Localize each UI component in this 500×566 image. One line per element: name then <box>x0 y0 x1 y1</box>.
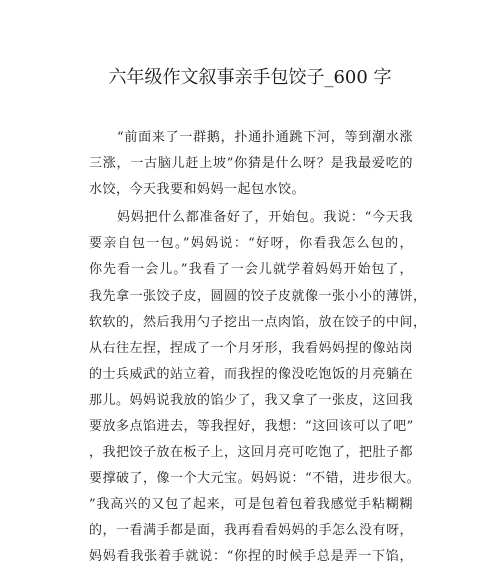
text-line: 那儿。妈妈说我放的馅少了，我又拿了一张皮，这回我 <box>89 393 414 408</box>
text-line: 三涨，一古脑儿赶上坡”你猜是什么呀？是我最爱吃的 <box>89 156 413 171</box>
text-line: 软软的，然后我用勺子挖出一点肉馅，放在饺子的中间， <box>89 315 427 330</box>
text-line: 我先拿一张饺子皮，圆圆的饺子皮就像一张小小的薄饼， <box>89 289 427 304</box>
text-line: 你先看一会儿。”我看了一会儿就学着妈妈开始包了， <box>89 262 413 277</box>
text-line: 要放多点馅进去，等我捏好，我想：“这回该可以了吧” <box>89 419 414 434</box>
text-line: 水饺，今天我要和妈妈一起包水饺。 <box>89 182 306 197</box>
text-line: 要撑破了，像一个大元宝。妈妈说：“不错，进步很大。 <box>89 471 421 486</box>
text-line: 的士兵威武的站立着，而我捏的像没吃饱饭的月亮躺在 <box>89 367 414 382</box>
text-line: ”我高兴的又包了起来，可是包着包着我感觉手粘糊糊 <box>89 497 413 512</box>
text-line: 妈妈看我张着手就说：“你捏的时候手总是弄一下馅， <box>89 549 413 564</box>
text-line: 妈妈把什么都准备好了，开始包。我说：“今天我 <box>117 210 413 225</box>
text-line: 的，一看满手都是面，我再看看妈妈的手怎么没有呀， <box>89 523 414 538</box>
document-title: 六年级作文叙事亲手包饺子_600 字 <box>108 67 392 88</box>
text-line: 从右往左捏，捏成了一个月牙形，我看妈妈捏的像站岗 <box>89 341 414 356</box>
text-line: 要亲自包一包。”妈妈说：“好呀，你看我怎么包的， <box>89 236 413 251</box>
text-line: ，我把饺子放在板子上，这回月亮可吃饱了，把肚子都 <box>89 445 414 460</box>
text-line: “前面来了一群鹅，扑通扑通跳下河，等到潮水涨 <box>117 130 413 145</box>
